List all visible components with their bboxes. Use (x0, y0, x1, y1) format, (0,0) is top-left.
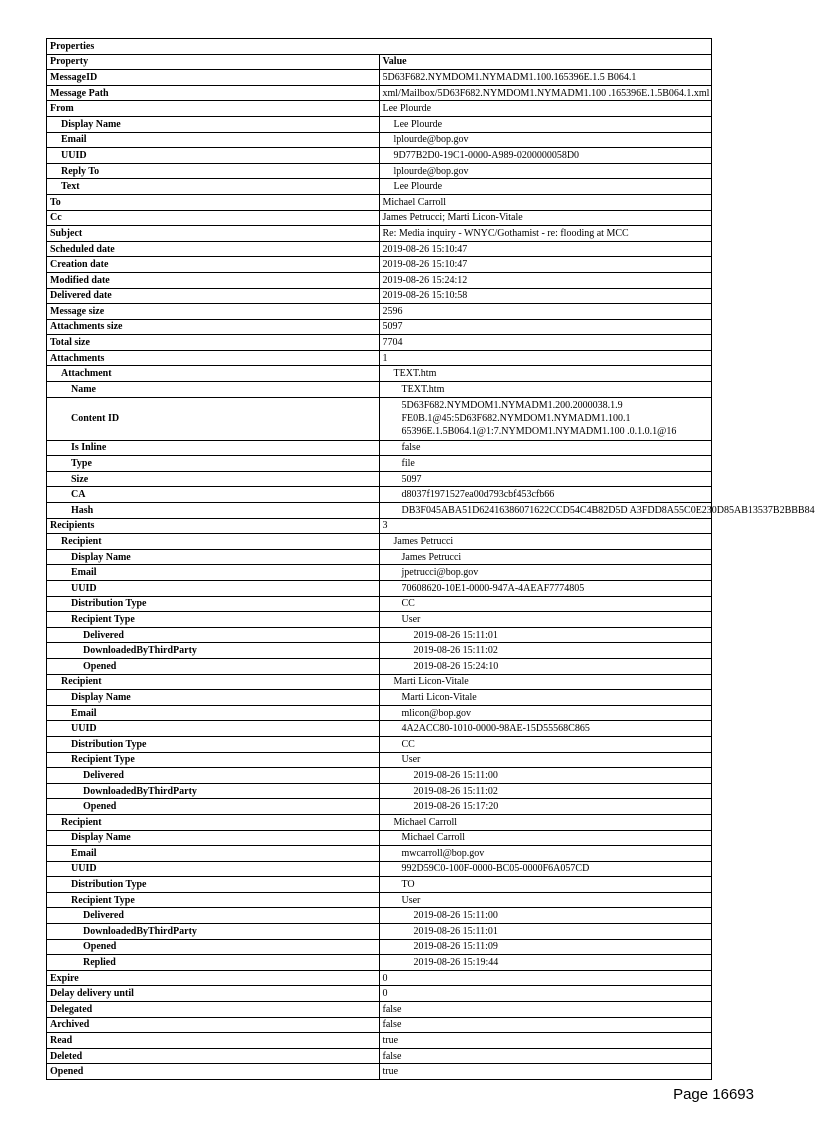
property-value: 5D63F682.NYMDOM1.NYMADM1.100.165396E.1.5 B064.1 (379, 70, 712, 86)
table-row (47, 534, 712, 550)
property-name: Attachments (47, 350, 380, 366)
property-value: mwcarroll@bop.gov (379, 846, 712, 862)
table-row (47, 877, 712, 893)
property-name: Message Path (47, 85, 380, 101)
table-row (47, 1002, 712, 1018)
property-value: James Petrucci (379, 549, 712, 565)
property-name: DownloadedByThirdParty (47, 783, 380, 799)
table-row (47, 861, 712, 877)
table-row (47, 799, 712, 815)
property-value: 2019-08-26 15:11:00 (379, 908, 712, 924)
property-value: jpetrucci@bop.gov (379, 565, 712, 581)
property-value: lplourde@bop.gov (379, 132, 712, 148)
property-name: DownloadedByThirdParty (47, 643, 380, 659)
property-value: false (379, 1002, 712, 1018)
table-row (47, 518, 712, 534)
property-value: 2596 (379, 304, 712, 320)
property-name: Recipient Type (47, 752, 380, 768)
table-row (47, 643, 712, 659)
header-property: Property (47, 54, 380, 70)
property-value: 2019-08-26 15:19:44 (379, 955, 712, 971)
property-name: Name (47, 382, 380, 398)
property-value: Michael Carroll (379, 830, 712, 846)
property-name: Delivered (47, 627, 380, 643)
property-name: Opened (47, 939, 380, 955)
property-value: 2019-08-26 15:10:47 (379, 241, 712, 257)
property-name: Opened (47, 658, 380, 674)
property-value: Lee Plourde (379, 101, 712, 117)
table-row (47, 487, 712, 503)
property-name: UUID (47, 581, 380, 597)
property-value: Marti Licon-Vitale (379, 674, 712, 690)
property-name: Attachment (47, 366, 380, 382)
property-name: Opened (47, 799, 380, 815)
property-name: CA (47, 487, 380, 503)
property-value: 992D59C0-100F-0000-BC05-0000F6A057CD (379, 861, 712, 877)
property-name: Text (47, 179, 380, 195)
table-row (47, 924, 712, 940)
property-name: Expire (47, 970, 380, 986)
property-name: Attachments size (47, 319, 380, 335)
property-value: 2019-08-26 15:11:09 (379, 939, 712, 955)
table-row (47, 846, 712, 862)
property-name: Size (47, 471, 380, 487)
property-name: Delivered (47, 908, 380, 924)
table-title-row (47, 39, 712, 55)
property-value: DB3F045ABA51D62416386071622CCD54C4B82D5D A3FDD8A55C0E230D85AB13537B2BBB84 (379, 503, 712, 519)
property-value: 70608620-10E1-0000-947A-4AEAF7774805 (379, 581, 712, 597)
property-name: Recipient (47, 674, 380, 690)
table-row (47, 85, 712, 101)
property-name: Recipient Type (47, 892, 380, 908)
property-value: James Petrucci; Marti Licon-Vitale (379, 210, 712, 226)
property-value: User (379, 612, 712, 628)
property-value: 7704 (379, 335, 712, 351)
property-value: 5097 (379, 319, 712, 335)
table-row (47, 814, 712, 830)
property-name: Is Inline (47, 440, 380, 456)
table-row (47, 612, 712, 628)
property-value: 0 (379, 986, 712, 1002)
property-name: Display Name (47, 549, 380, 565)
table-row (47, 970, 712, 986)
property-value: Lee Plourde (379, 116, 712, 132)
property-name: Recipient (47, 534, 380, 550)
table-row (47, 163, 712, 179)
property-value: 3 (379, 518, 712, 534)
property-name: Delivered (47, 768, 380, 784)
table-row (47, 272, 712, 288)
table-row (47, 70, 712, 86)
table-row (47, 397, 712, 440)
property-name: Distribution Type (47, 877, 380, 893)
table-row (47, 194, 712, 210)
table-row (47, 241, 712, 257)
table-row (47, 549, 712, 565)
property-value: 4A2ACC80-1010-0000-98AE-15D55568C865 (379, 721, 712, 737)
table-row (47, 768, 712, 784)
table-row (47, 658, 712, 674)
property-name: Subject (47, 226, 380, 242)
table-row (47, 581, 712, 597)
property-value: mlicon@bop.gov (379, 705, 712, 721)
property-value: 2019-08-26 15:11:01 (379, 627, 712, 643)
property-value: CC (379, 736, 712, 752)
property-value: Lee Plourde (379, 179, 712, 195)
table-row (47, 335, 712, 351)
table-row (47, 783, 712, 799)
property-name: Replied (47, 955, 380, 971)
table-row (47, 736, 712, 752)
table-row (47, 627, 712, 643)
table-row (47, 350, 712, 366)
property-value: 2019-08-26 15:11:02 (379, 783, 712, 799)
table-row (47, 116, 712, 132)
property-name: Hash (47, 503, 380, 519)
table-row (47, 596, 712, 612)
property-name: Recipients (47, 518, 380, 534)
table-row (47, 690, 712, 706)
property-name: MessageID (47, 70, 380, 86)
table-row (47, 503, 712, 519)
table-row (47, 456, 712, 472)
property-value: true (379, 1033, 712, 1049)
table-row (47, 908, 712, 924)
property-name: To (47, 194, 380, 210)
table-row (47, 752, 712, 768)
property-value: false (379, 440, 712, 456)
property-value: User (379, 752, 712, 768)
property-name: Message size (47, 304, 380, 320)
property-name: Email (47, 705, 380, 721)
property-name: Delivered date (47, 288, 380, 304)
table-row (47, 1064, 712, 1080)
table-row (47, 1048, 712, 1064)
table-row (47, 319, 712, 335)
table-row (47, 382, 712, 398)
table-header-row (47, 54, 712, 70)
property-name: Creation date (47, 257, 380, 273)
property-value: User (379, 892, 712, 908)
property-name: Type (47, 456, 380, 472)
table-row (47, 830, 712, 846)
property-name: Email (47, 846, 380, 862)
property-value: Re: Media inquiry - WNYC/Gothamist - re: flooding at MCC (379, 226, 712, 242)
property-name: Archived (47, 1017, 380, 1033)
table-row (47, 471, 712, 487)
table-row (47, 101, 712, 117)
property-value: TO (379, 877, 712, 893)
property-value: 2019-08-26 15:11:00 (379, 768, 712, 784)
property-name: Email (47, 132, 380, 148)
property-name: Read (47, 1033, 380, 1049)
property-name: Content ID (47, 397, 380, 440)
page-number: Page 16693 (673, 1086, 754, 1103)
property-value: 0 (379, 970, 712, 986)
table-row (47, 304, 712, 320)
table-row (47, 288, 712, 304)
property-name: Distribution Type (47, 596, 380, 612)
property-value: 2019-08-26 15:24:12 (379, 272, 712, 288)
property-name: Delegated (47, 1002, 380, 1018)
property-value: false (379, 1017, 712, 1033)
property-name: Scheduled date (47, 241, 380, 257)
property-name: UUID (47, 148, 380, 164)
property-name: Reply To (47, 163, 380, 179)
property-value: lplourde@bop.gov (379, 163, 712, 179)
property-value: false (379, 1048, 712, 1064)
table-row (47, 705, 712, 721)
table-row (47, 226, 712, 242)
property-name: Email (47, 565, 380, 581)
property-name: Display Name (47, 690, 380, 706)
property-value: TEXT.htm (379, 382, 712, 398)
table-row (47, 179, 712, 195)
table-row (47, 721, 712, 737)
table-row (47, 955, 712, 971)
table-row (47, 366, 712, 382)
table-row (47, 939, 712, 955)
property-name: Display Name (47, 830, 380, 846)
property-value: file (379, 456, 712, 472)
property-value: 2019-08-26 15:24:10 (379, 658, 712, 674)
table-row (47, 565, 712, 581)
property-value: 2019-08-26 15:11:01 (379, 924, 712, 940)
property-name: Modified date (47, 272, 380, 288)
property-value: 2019-08-26 15:17:20 (379, 799, 712, 815)
property-value: 2019-08-26 15:11:02 (379, 643, 712, 659)
property-name: Recipient Type (47, 612, 380, 628)
property-name: Delay delivery until (47, 986, 380, 1002)
property-value: d8037f1971527ea00d793cbf453cfb66 (379, 487, 712, 503)
table-row (47, 1033, 712, 1049)
property-value: CC (379, 596, 712, 612)
property-value: 9D77B2D0-19C1-0000-A989-0200000058D0 (379, 148, 712, 164)
property-value: 5D63F682.NYMDOM1.NYMADM1.200.2000038.1.9 FE0B.1@45:5D63F682.NYMDOM1.NYMADM1.100.1 65396E.1.5B064.1@1:7.NYMDOM1.NYMADM1.100 .0.1.0.1@16 (379, 397, 712, 440)
table-row (47, 674, 712, 690)
table-row (47, 257, 712, 273)
property-value: Michael Carroll (379, 814, 712, 830)
property-name: From (47, 101, 380, 117)
table-row (47, 132, 712, 148)
property-name: DownloadedByThirdParty (47, 924, 380, 940)
property-name: Deleted (47, 1048, 380, 1064)
table-row (47, 210, 712, 226)
table-row (47, 1017, 712, 1033)
table-row (47, 986, 712, 1002)
property-value: 2019-08-26 15:10:58 (379, 288, 712, 304)
property-value: 5097 (379, 471, 712, 487)
property-name: Cc (47, 210, 380, 226)
table-row (47, 440, 712, 456)
property-name: Display Name (47, 116, 380, 132)
property-name: Recipient (47, 814, 380, 830)
property-value: TEXT.htm (379, 366, 712, 382)
property-name: Total size (47, 335, 380, 351)
property-value: 1 (379, 350, 712, 366)
property-value: James Petrucci (379, 534, 712, 550)
property-name: UUID (47, 721, 380, 737)
table-title: Properties (47, 39, 712, 55)
property-value: 2019-08-26 15:10:47 (379, 257, 712, 273)
property-value: xml/Mailbox/5D63F682.NYMDOM1.NYMADM1.100 .165396E.1.5B064.1.xml (379, 85, 712, 101)
property-value: Michael Carroll (379, 194, 712, 210)
table-row (47, 148, 712, 164)
header-value: Value (379, 54, 712, 70)
property-value: Marti Licon-Vitale (379, 690, 712, 706)
table-row (47, 892, 712, 908)
property-name: UUID (47, 861, 380, 877)
property-value: true (379, 1064, 712, 1080)
properties-table (46, 38, 815, 1080)
property-name: Opened (47, 1064, 380, 1080)
property-name: Distribution Type (47, 736, 380, 752)
